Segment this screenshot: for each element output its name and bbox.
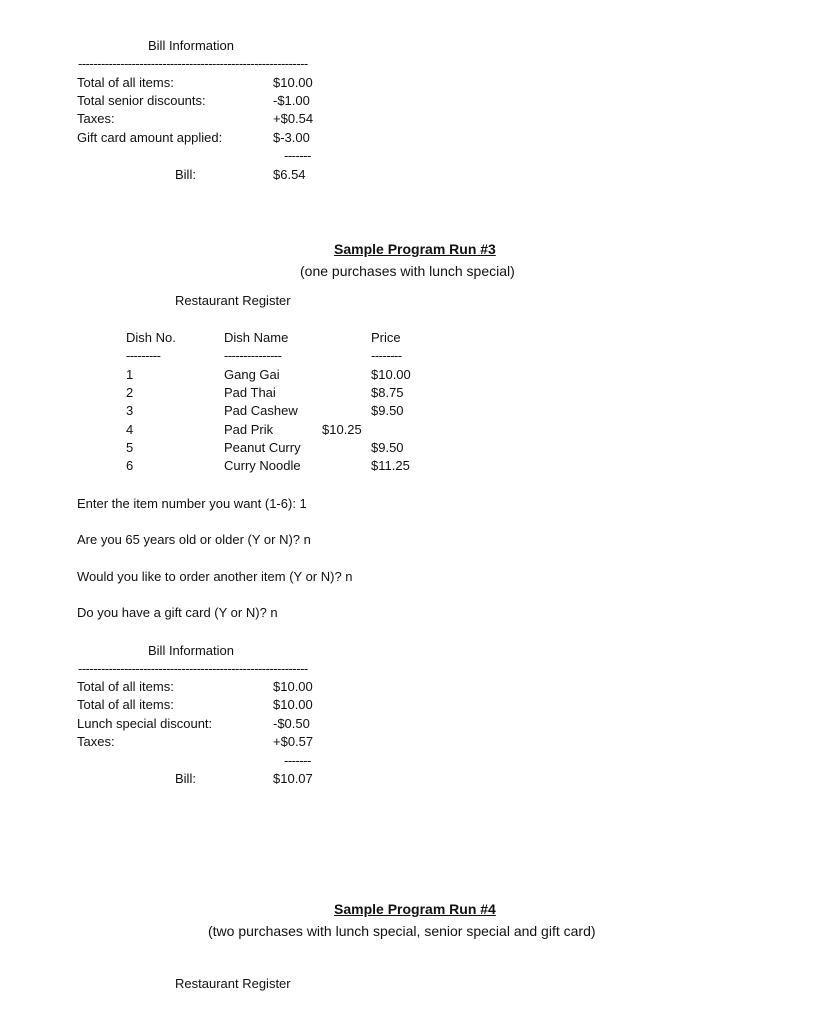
col-divider-dish-name: --------------- [224, 348, 282, 363]
dish-price: $9.50 [371, 440, 404, 455]
bill2-divider: ------------------------------------------------------------ [78, 661, 308, 676]
bill2-heading: Bill Information [148, 643, 234, 658]
run4-subtitle: (two purchases with lunch special, senior special and gift card) [208, 923, 596, 939]
dish-price: $11.25 [371, 458, 410, 473]
dish-name: Pad Cashew [224, 403, 298, 418]
bill2-label-total-2: Total of all items: [77, 697, 174, 712]
bill2-value-lunch: -$0.50 [273, 716, 310, 731]
col-header-dish-name: Dish Name [224, 330, 289, 345]
register1-title: Restaurant Register [175, 293, 291, 308]
bill2-sum-divider: ------- [284, 753, 311, 768]
bill1-value-giftcard: $-3.00 [273, 130, 310, 145]
dish-name: Pad Thai [224, 385, 276, 400]
col-header-dish-no: Dish No. [126, 330, 176, 345]
bill1-sum-divider: ------- [284, 148, 311, 163]
dish-name: Curry Noodle [224, 458, 301, 473]
bill2-value-taxes: +$0.57 [273, 734, 314, 749]
dish-name: Peanut Curry [224, 440, 301, 455]
dish-name: Pad Prik [224, 422, 274, 437]
bill2-value-total: $10.00 [273, 679, 313, 694]
dish-no: 1 [126, 367, 134, 382]
bill2-value-total-2: $10.00 [273, 697, 313, 712]
bill1-heading: Bill Information [148, 38, 234, 53]
col-header-price: Price [371, 330, 401, 345]
run4-title: Sample Program Run #4 [334, 901, 496, 917]
bill1-label-taxes: Taxes: [77, 111, 115, 126]
bill2-bill-label: Bill: [175, 771, 196, 786]
dish-price: $8.75 [371, 385, 404, 400]
dish-no: 5 [126, 440, 134, 455]
bill1-value-taxes: +$0.54 [273, 111, 314, 126]
bill2-label-total: Total of all items: [77, 679, 174, 694]
bill2-label-lunch: Lunch special discount: [77, 716, 213, 731]
bill1-bill-label: Bill: [175, 167, 196, 182]
bill1-label-total: Total of all items: [77, 75, 174, 90]
run3-subtitle: (one purchases with lunch special) [300, 263, 515, 279]
bill1-label-senior: Total senior discounts: [77, 93, 206, 108]
run3-title: Sample Program Run #3 [334, 241, 496, 257]
dish-no: 4 [126, 422, 134, 437]
prompt-item-number: Enter the item number you want (1-6): 1 [77, 496, 307, 511]
prompt-senior: Are you 65 years old or older (Y or N)? n [77, 532, 311, 547]
dish-no: 3 [126, 403, 134, 418]
col-divider-dish-no: --------- [126, 348, 161, 363]
bill1-bill-value: $6.54 [273, 167, 306, 182]
dish-price: $9.50 [371, 403, 404, 418]
bill1-label-giftcard: Gift card amount applied: [77, 130, 223, 145]
col-divider-price: -------- [371, 348, 402, 363]
dish-no: 6 [126, 458, 134, 473]
bill2-bill-value: $10.07 [273, 771, 313, 786]
bill1-value-total: $10.00 [273, 75, 313, 90]
dish-price: $10.00 [371, 367, 411, 382]
bill1-divider: ------------------------------------------------------------ [78, 56, 308, 71]
prompt-another-item: Would you like to order another item (Y or N)? n [77, 569, 353, 584]
bill2-label-taxes: Taxes: [77, 734, 115, 749]
register2-title: Restaurant Register [175, 976, 291, 991]
dish-price: $10.25 [322, 422, 362, 437]
bill1-value-senior: -$1.00 [273, 93, 310, 108]
dish-name: Gang Gai [224, 367, 280, 382]
dish-no: 2 [126, 385, 134, 400]
prompt-gift-card: Do you have a gift card (Y or N)? n [77, 605, 278, 620]
